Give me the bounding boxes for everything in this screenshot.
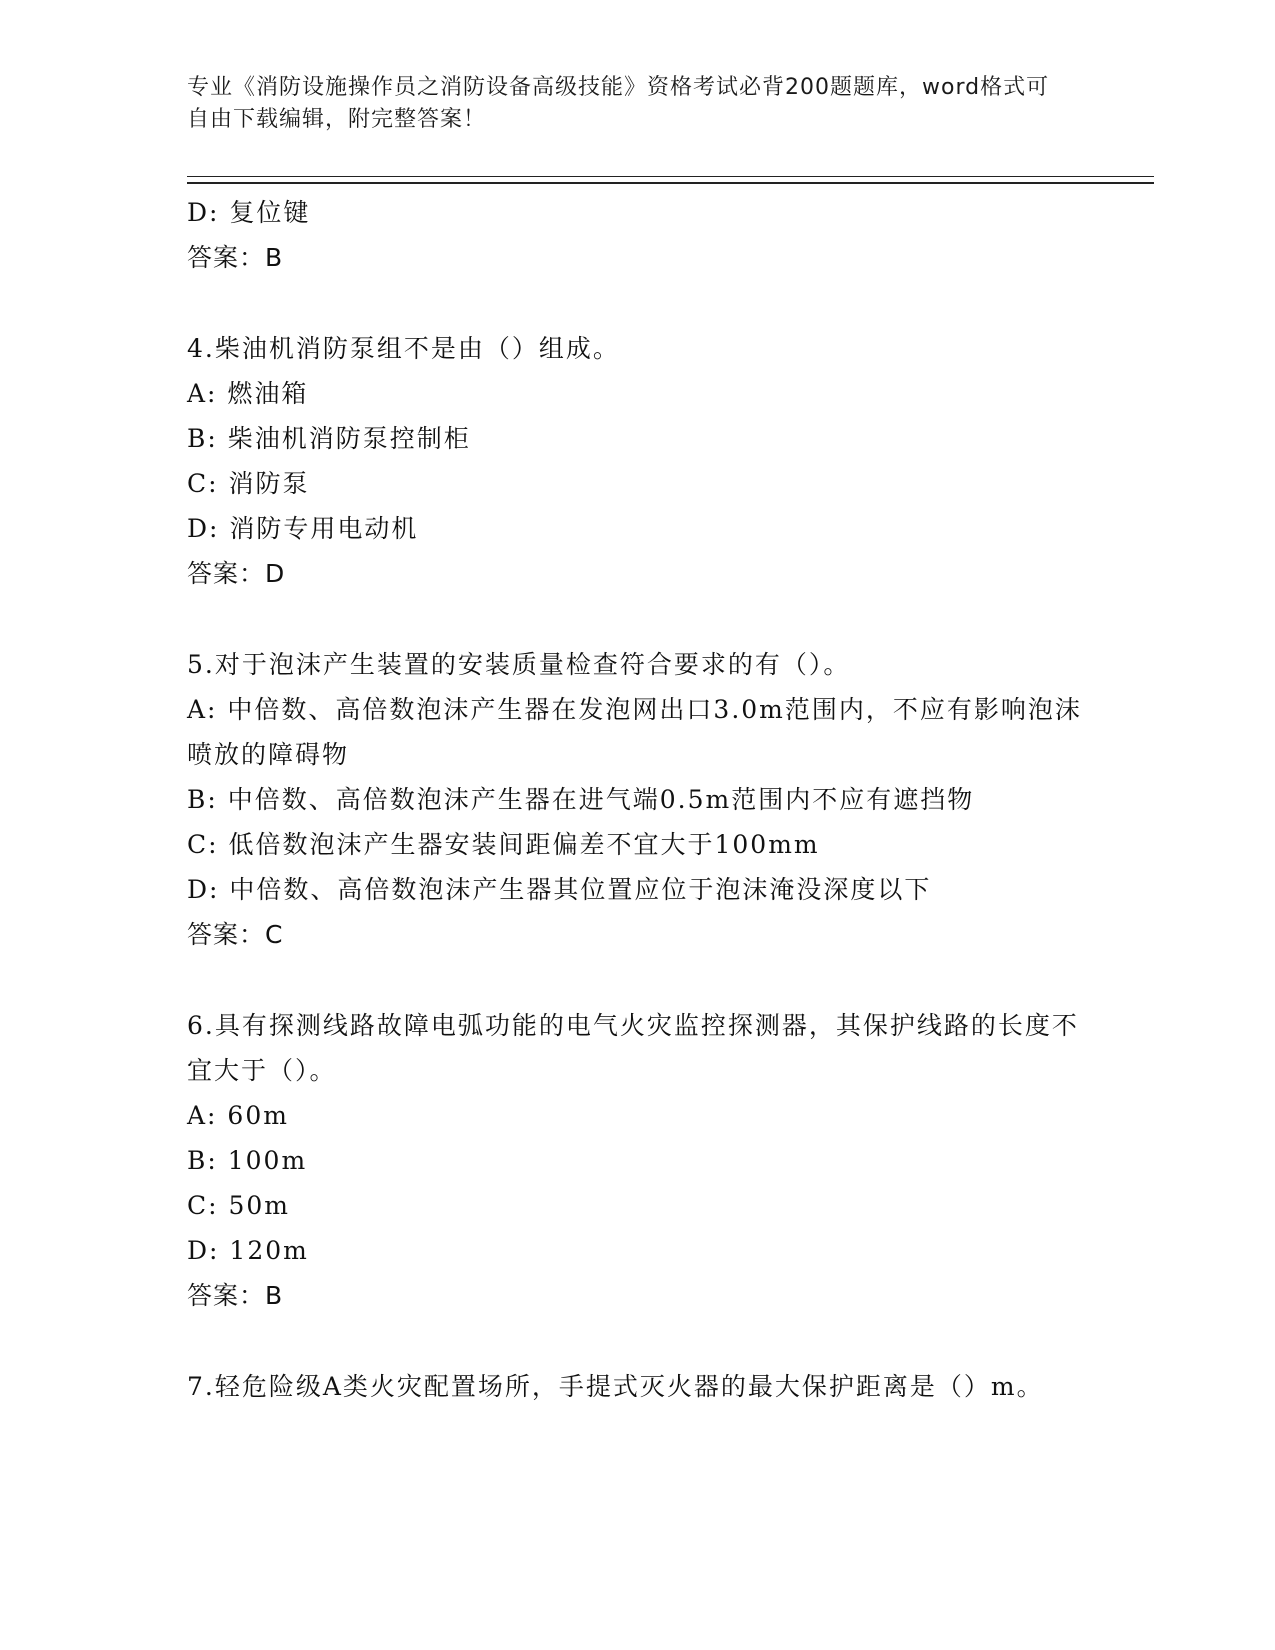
answer-line: 答案：D (187, 559, 286, 588)
option-a: A: 燃油箱 (187, 379, 309, 408)
option-d: D: 消防专用电动机 (187, 514, 419, 543)
question-stem: 7.轻危险级A类火灾配置场所，手提式灭火器的最大保护距离是（）m。 (187, 1372, 1044, 1401)
question-6 (187, 1003, 1087, 1318)
document-header: 专业《消防设施操作员之消防设备高级技能》资格考试必背200题题库，word格式可自由下载编辑，附完整答案！ (187, 75, 1050, 132)
header-rule-thick (187, 182, 1154, 184)
question-4 (187, 326, 1087, 596)
question-stem: 5.对于泡沫产生装置的安装质量检查符合要求的有（）。 (187, 650, 851, 679)
option-c: C: 低倍数泡沫产生器安装间距偏差不宜大于100mm (187, 830, 820, 859)
answer-line: 答案：B (187, 243, 284, 272)
header-rule-thin (187, 176, 1154, 177)
option-b: B: 中倍数、高倍数泡沫产生器在进气端0.5m范围内不应有遮挡物 (187, 785, 975, 814)
question-stem: 4.柴油机消防泵组不是由（）组成。 (187, 334, 620, 363)
option-a: A: 中倍数、高倍数泡沫产生器在发泡网出口3.0m范围内，不应有影响泡沫喷放的障碍物 (187, 695, 1082, 769)
option-a: A: 60m (187, 1101, 289, 1130)
option-c: C: 50m (187, 1191, 291, 1220)
question-7 (187, 1364, 1087, 1409)
answer-line: 答案：C (187, 920, 284, 949)
question-5 (187, 642, 1087, 957)
option-c: C: 消防泵 (187, 469, 310, 498)
option-d: D: 120m (187, 1236, 309, 1265)
answer-line: 答案：B (187, 1281, 284, 1310)
option-b: B: 100m (187, 1146, 308, 1175)
question-stem: 6.具有探测线路故障电弧功能的电气火灾监控探测器，其保护线路的长度不宜大于（）。 (187, 1011, 1079, 1085)
option-d: D: 复位键 (187, 198, 311, 227)
question-list (187, 190, 1087, 1409)
option-d: D: 中倍数、高倍数泡沫产生器其位置应位于泡沫淹没深度以下 (187, 875, 932, 904)
option-b: B: 柴油机消防泵控制柜 (187, 424, 471, 453)
